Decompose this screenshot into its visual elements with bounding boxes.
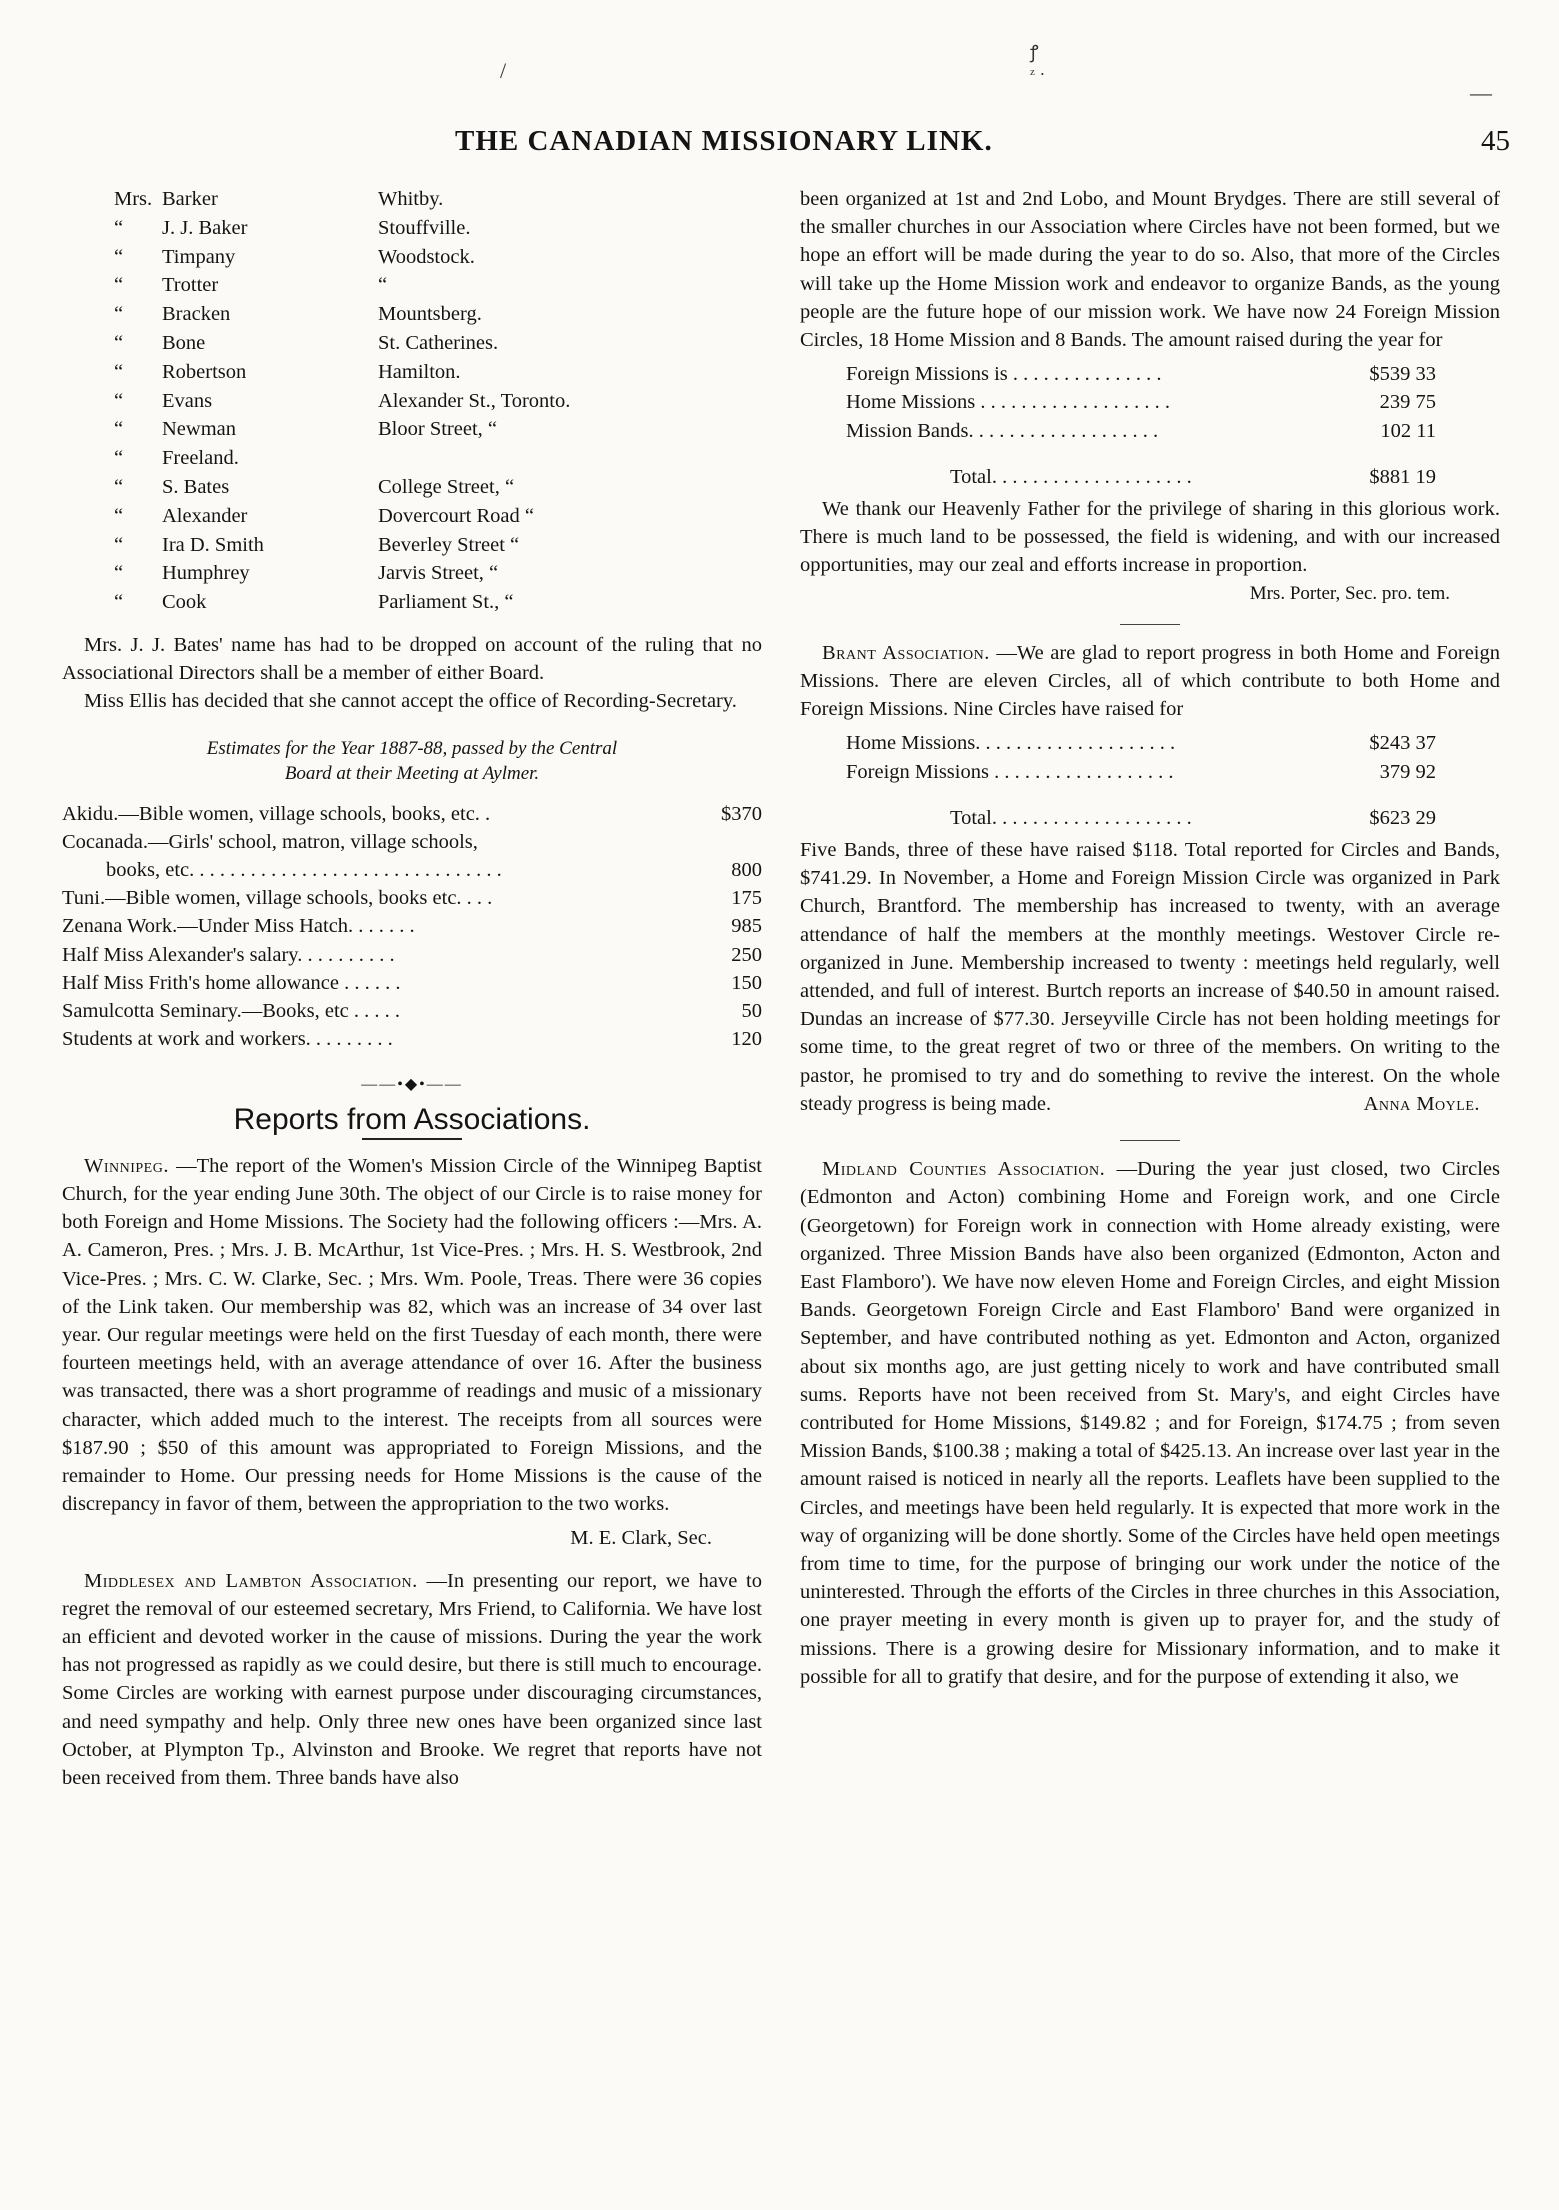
- director-name: Bracken: [162, 303, 231, 326]
- director-name: J. J. Baker: [162, 216, 248, 239]
- brant-report: [800, 639, 1500, 724]
- director-place: Stouffville.: [378, 216, 471, 239]
- page-number: 45: [1481, 125, 1510, 157]
- director-place: Whitby.: [378, 188, 444, 210]
- brant-signature: Anna Moyle.: [1363, 1092, 1480, 1115]
- estimate-row: [62, 1025, 762, 1053]
- director-place: College Street, “: [378, 475, 515, 498]
- director-name: Alexander: [162, 504, 248, 527]
- estimate-label: Half Miss Alexander's salary. . . . . . . . . .: [62, 943, 395, 966]
- director-honorific: “: [114, 533, 124, 556]
- director-row: [62, 531, 762, 560]
- director-row: [62, 214, 762, 243]
- estimates-heading: [62, 736, 762, 786]
- estimate-label: Tuni.—Bible women, village schools, books etc. . . .: [62, 887, 493, 910]
- director-honorific: “: [114, 418, 124, 441]
- winnipeg-report: [62, 1152, 762, 1519]
- director-place: Parliament St., “: [378, 591, 514, 614]
- section-title: Reports from Associations.: [233, 1102, 591, 1136]
- estimate-row: [62, 969, 762, 997]
- estimates-heading-line2: Board at their Meeting at Aylmer.: [284, 762, 540, 784]
- scan-mark-right: —: [1470, 80, 1492, 105]
- director-place: Alexander St., Toronto.: [378, 389, 571, 412]
- director-honorific: Mrs.: [114, 188, 153, 210]
- brant-total-amount: $623 29: [1369, 806, 1436, 829]
- director-name: Freeland.: [162, 447, 239, 470]
- director-honorific: “: [114, 562, 124, 585]
- director-place: Jarvis Street, “: [378, 562, 499, 585]
- director-place: Bloor Street, “: [378, 418, 497, 441]
- directors-list: [62, 185, 762, 617]
- section-ornament: ——•◆•——: [361, 1076, 463, 1094]
- director-place: Dovercourt Road “: [378, 504, 534, 527]
- estimate-amount: 250: [731, 943, 762, 966]
- estimate-row: [62, 828, 762, 856]
- midland-text: —During the year just closed, two Circles (Edmonton and Acton) combining Home and Foreign work, and one Circle (Georgetown) for Foreign work in connection with Home already existing, were organized. Three Mission Bands have also been organized (Edmonton, Acton and East Flamboro'). We have now eleven Home and Foreign Circles, and eight Mission Bands. Georgetown Foreign Circle and East Flamboro' Band were organized in September, and have contributed nothing as yet. Edmonton and Acton, organized about six months ago, are just getting nicely to work and have contributed small sums. Reports have not been received from St. Mary's, and eight Circles have contributed for Home Missions, $149.82 ; and for Foreign, $174.75 ; from seven Mission Bands, $100.38 ; making a total of $425.13. An increase over last year in the amount raised is noticed in nearly all the reports. Leaflets have been supplied to the Circles, and meetings have been held regularly. It is expected that more work in the way of organizing will be done shortly. Some of the Circles have held open meetings from time to time, for the purpose of bringing our work under the notice of the uninterested. Through the efforts of the Circles in three churches in this Association, one prayer meeting in every month is given up to prayer for, and the study of missions. There is a growing desire for Missionary information, and to make it possible for all to gratify that desire, and for the purpose of extending it also, we: [800, 1158, 1500, 1688]
- director-name: S. Bates: [162, 475, 230, 498]
- amount-row: [846, 388, 1436, 416]
- estimate-label: Students at work and workers. . . . . . . . .: [62, 1028, 393, 1051]
- middlesex-text: —In presenting our report, we have to regret the removal of our esteemed secretary, Mrs Friend, to California. We have lost an efficient and devoted worker in the cause of missions. During the year the work has not progressed as rapidly as we could desire, but there is still much to encourage. Some Circles are working with earnest purpose under discouraging circumstances, and need sympathy and help. Only three new ones have been organized since last October, at Plympton Tp., Alvinston and Brooke. We regret that reports have not been received from them. Three bands have also: [62, 1569, 763, 1790]
- divider-rule: [1120, 624, 1180, 625]
- divider-rule-2: [1120, 1140, 1180, 1141]
- amount-value: $243 37: [1369, 732, 1436, 755]
- brant-heading: Brant Association.: [822, 641, 990, 664]
- director-row: [62, 387, 762, 416]
- middlesex-amounts: [846, 360, 1436, 445]
- estimates-heading-line1: Estimates for the Year 1887-88, passed by the Central: [206, 737, 618, 759]
- director-honorific: “: [114, 389, 124, 412]
- director-row: [62, 559, 762, 588]
- director-name: Cook: [162, 591, 207, 614]
- director-place: Mountsberg.: [378, 303, 482, 326]
- director-row: [62, 473, 762, 502]
- right-column: [800, 185, 1500, 1691]
- estimate-amount: $370: [721, 802, 762, 825]
- director-row: [62, 444, 762, 473]
- midland-report: [800, 1155, 1500, 1691]
- brant-total: [950, 804, 1436, 832]
- amount-label: Foreign Missions is . . . . . . . . . . . . . . .: [846, 363, 1162, 386]
- director-honorific: “: [114, 303, 124, 326]
- estimate-label: Samulcotta Seminary.—Books, etc . . . . .: [62, 999, 401, 1022]
- director-honorific: “: [114, 274, 124, 297]
- estimate-label: Cocanada.—Girls' school, matron, village schools,: [62, 830, 478, 853]
- director-name: Bone: [162, 331, 206, 354]
- middlesex-total-amount: $881 19: [1369, 465, 1436, 488]
- director-honorific: “: [114, 591, 124, 614]
- amount-label: Home Missions . . . . . . . . . . . . . . . . . . .: [846, 391, 1171, 414]
- middlesex-closing: We thank our Heavenly Father for the privilege of sharing in this glorious work. There is much land to be possessed, the field is widening, and with our increased opportunities, may our zeal and efforts increase in proportion.: [800, 498, 1500, 577]
- brant-text: —We are glad to report progress in both Home and Foreign Missions. There are eleven Circles, all of which contribute to both Home and Foreign Missions. Nine Circles have raised for: [800, 641, 1500, 721]
- director-name: Newman: [162, 418, 237, 441]
- estimate-label: Zenana Work.—Under Miss Hatch. . . . . . .: [62, 915, 415, 938]
- estimate-row: [62, 800, 762, 828]
- running-header: [70, 125, 1510, 169]
- estimate-row: [62, 884, 762, 912]
- estimate-label: Akidu.—Bible women, village schools, books, etc. .: [62, 802, 491, 825]
- midland-heading: Midland Counties Association.: [822, 1158, 1106, 1181]
- estimate-amount: 800: [731, 858, 762, 881]
- director-honorific: “: [114, 504, 124, 527]
- director-name: Barker: [162, 188, 218, 210]
- winnipeg-heading: Winnipeg.: [84, 1154, 169, 1177]
- estimate-label: books, etc. . . . . . . . . . . . . . . . . . . . . . . . . . . . . . .: [106, 858, 502, 881]
- amount-value: 379 92: [1379, 760, 1436, 783]
- director-place: Hamilton.: [378, 360, 461, 383]
- director-row: [62, 588, 762, 617]
- director-honorific: “: [114, 475, 124, 498]
- scan-mark-left: /: [500, 58, 507, 83]
- amount-label: Mission Bands. . . . . . . . . . . . . . . . . . .: [846, 419, 1159, 442]
- director-name: Timpany: [162, 245, 236, 268]
- winnipeg-text: —The report of the Women's Mission Circle of the Winnipeg Baptist Church, for the year ending June 30th. The object of our Circle is to raise money for both Foreign and Home Missions. The Society had the following officers :—Mrs. A. A. Cameron, Pres. ; Mrs. J. B. McArthur, 1st Vice-Pres. ; Mrs. H. S. Westbrook, 2nd Vice-Pres. ; Mrs. C. W. Clarke, Sec. ; Mrs. Wm. Poole, Treas. There were 36 copies of the Link taken. Our membership was 82, which was an increase of 34 over last year. Our regular meetings were held on the first Tuesday of each month, there were fourteen meetings held, with an average attendance of over 16. After the business was transacted, there was a short programme of readings and music of a missionary character, which added much to the interest. The receipts from all sources were $187.90 ; $50 of this amount was appropriated to Foreign Missions, and the remainder to Home. Our pressing needs for Home Missions is the cause of the discrepancy in favor of them, between the appropriation to the two works.: [62, 1154, 762, 1516]
- bates-note: Mrs. J. J. Bates' name has had to be dropped on account of the ruling that no Associational Directors shall be a member of either Board.: [62, 633, 762, 685]
- director-row: [62, 185, 762, 214]
- director-row: [62, 271, 762, 300]
- estimate-amount: 175: [731, 887, 762, 910]
- middlesex-total-label: Total. . . . . . . . . . . . . . . . . . . .: [950, 465, 1192, 488]
- estimate-amount: 150: [731, 971, 762, 994]
- director-name: Trotter: [162, 274, 219, 297]
- amount-row: [846, 729, 1436, 757]
- amount-label: Foreign Missions . . . . . . . . . . . . . . . . . .: [846, 760, 1174, 783]
- left-column: [62, 185, 762, 1792]
- director-name: Humphrey: [162, 562, 250, 585]
- director-place: Woodstock.: [378, 245, 475, 268]
- director-honorific: “: [114, 447, 124, 470]
- director-place: St. Catherines.: [378, 331, 499, 354]
- estimate-label: Half Miss Frith's home allowance . . . . . .: [62, 971, 401, 994]
- estimates-list: [62, 800, 762, 1054]
- estimate-amount: 50: [741, 999, 762, 1022]
- director-row: [62, 415, 762, 444]
- director-place: Beverley Street “: [378, 533, 520, 556]
- middlesex-total: [950, 463, 1436, 491]
- estimate-amount: 985: [731, 915, 762, 938]
- ellis-note: Miss Ellis has decided that she cannot accept the office of Recording-Secretary.: [84, 690, 737, 713]
- title-rule: [362, 1138, 462, 1140]
- director-honorific: “: [114, 216, 124, 239]
- amount-value: 102 11: [1380, 419, 1436, 442]
- brant-closing-text: Five Bands, three of these have raised $118. Total reported for Circles and Bands, $741.29. In November, a Home and Foreign Mission Circle was organized in Park Church, Brantford. The membership has increased to twenty, with an average attendance of half the members at the monthly meetings. Westover Circle re-organized in June. Membership increased to twenty : meetings held regularly, well attended, and full of interest. Burtch reports an increase of $40.50 in amount raised. Dundas an increase of $77.30. Jerseyville Circle has not been holding meetings for some time, to the great regret of two or three of the members. On writing to the pastor, he promised to try and do something to revive the interest. On the whole steady progress is being made.: [800, 839, 1500, 1115]
- amount-row: [846, 758, 1436, 786]
- estimate-row: [62, 912, 762, 940]
- estimate-row: [62, 997, 762, 1025]
- amount-value: $539 33: [1369, 363, 1436, 386]
- amount-label: Home Missions. . . . . . . . . . . . . . . . . . . .: [846, 732, 1176, 755]
- brant-closing: [800, 836, 1500, 1118]
- director-honorific: “: [114, 360, 124, 383]
- winnipeg-signature: M. E. Clark, Sec.: [570, 1527, 712, 1550]
- estimate-amount: 120: [731, 1028, 762, 1051]
- scan-mark-center: ꝭ ᶻ ·: [1030, 42, 1046, 84]
- director-name: Ira D. Smith: [162, 533, 264, 556]
- journal-title: THE CANADIAN MISSIONARY LINK.: [455, 125, 993, 157]
- amount-row: [846, 360, 1436, 388]
- director-place: “: [378, 274, 388, 297]
- director-row: [62, 243, 762, 272]
- estimate-row: [62, 941, 762, 969]
- middlesex-heading: Middlesex and Lambton Association.: [84, 1569, 418, 1592]
- middlesex-continued: been organized at 1st and 2nd Lobo, and Mount Brydges. There are still several of the smaller churches in our Association where Circles have not been formed, but we hope an effort will be made during the year to do so. Also, that more of the Circles will take up the Home Mission work and endeavor to organize Bands, as the young people are the future hope of our mission work. We have now 24 Foreign Mission Circles, 18 Home Mission and 8 Bands. The amount raised during the year for: [800, 188, 1500, 352]
- director-honorific: “: [114, 331, 124, 354]
- middlesex-report: [62, 1567, 762, 1793]
- estimate-row: [62, 856, 762, 884]
- director-row: [62, 358, 762, 387]
- director-row: [62, 329, 762, 358]
- director-name: Evans: [162, 389, 213, 412]
- brant-amounts: [846, 729, 1436, 785]
- brant-total-label: Total. . . . . . . . . . . . . . . . . . . .: [950, 806, 1192, 829]
- amount-row: [846, 417, 1436, 445]
- director-row: [62, 300, 762, 329]
- amount-value: 239 75: [1379, 391, 1436, 414]
- director-honorific: “: [114, 245, 124, 268]
- director-name: Robertson: [162, 360, 247, 383]
- director-row: [62, 502, 762, 531]
- middlesex-signature: Mrs. Porter, Sec. pro. tem.: [1249, 582, 1450, 604]
